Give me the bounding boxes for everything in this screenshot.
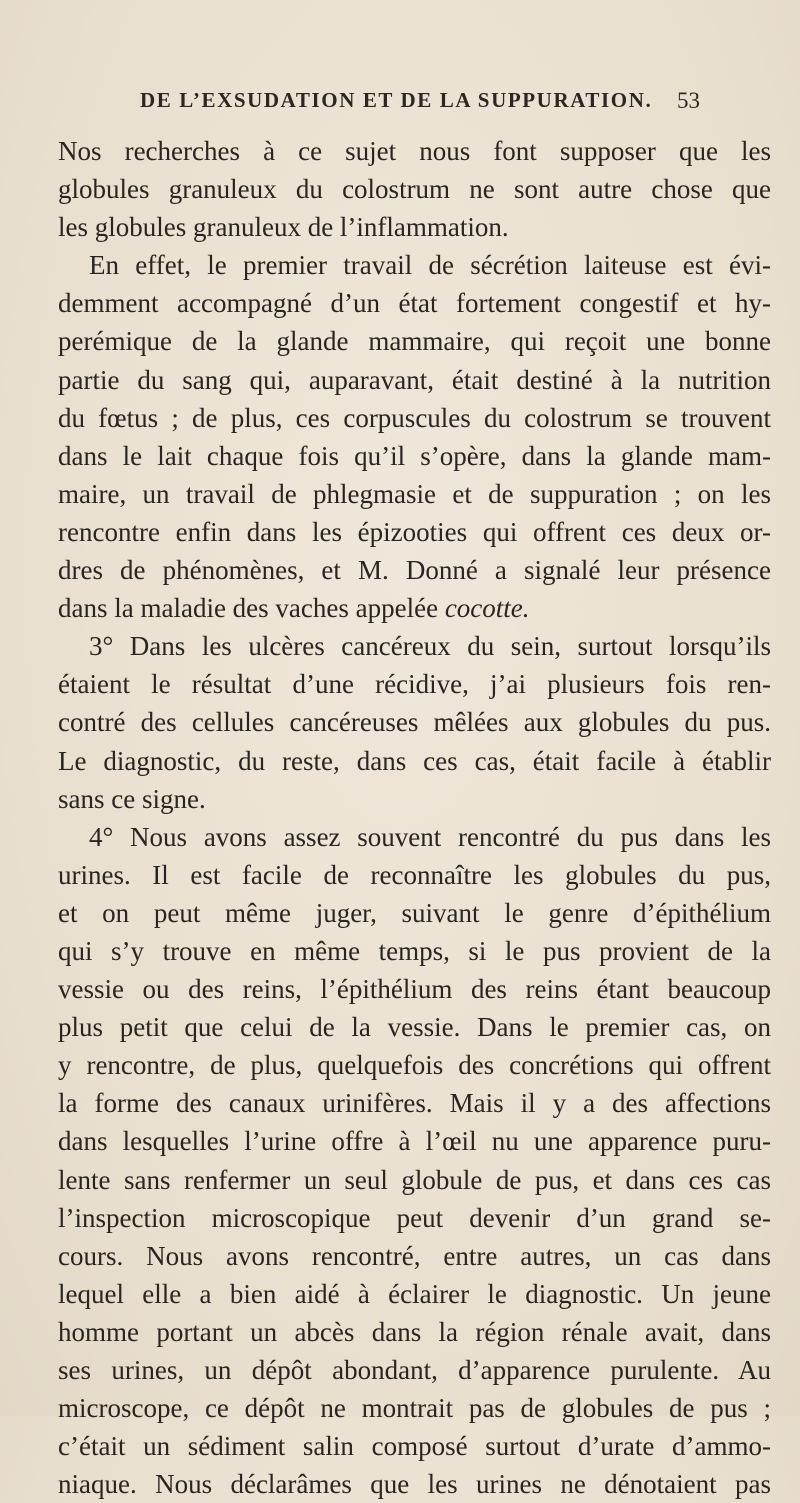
text-line: dres de phénomènes, et M. Donné a signalé leur présence xyxy=(58,555,771,586)
text-line: urines. Il est facile de reconnaître les globules du pus, xyxy=(58,859,771,890)
text-line: plus petit que celui de la vessie. Dans le premier cas, on xyxy=(58,1012,771,1043)
text-line: microscope, ce dépôt ne montrait pas de globules de pus ; xyxy=(58,1393,771,1424)
text-line: rencontre enfin dans les épizooties qui offrent ces deux or- xyxy=(58,516,771,547)
text-line: lequel elle a bien aidé à éclairer le diagnostic. Un jeune xyxy=(58,1278,771,1309)
text-line-with-italic xyxy=(58,589,771,627)
text-line: qui s’y trouve en même temps, si le pus provient de la xyxy=(58,935,771,966)
running-title: DE L’EXSUDATION ET DE LA SUPPURATION. xyxy=(140,88,653,112)
text-line: du fœtus ; de plus, ces corpuscules du colostrum se trouvent xyxy=(58,402,771,433)
text-line: contré des cellules cancéreuses mêlées aux globules du pus. xyxy=(58,707,771,738)
text-fragment: dans la maladie des vaches appelée xyxy=(58,593,445,624)
text-line: niaque. Nous déclarâmes que les urines ne dénotaient pas xyxy=(58,1469,771,1500)
italic-term: cocotte. xyxy=(444,593,530,624)
text-line: l’inspection microscopique peut devenir d’un grand se- xyxy=(58,1202,771,1233)
running-head xyxy=(140,88,700,122)
text-line: globules granuleux du colostrum ne sont autre chose que xyxy=(58,174,771,205)
text-line: étaient le résultat d’une récidive, j’ai plusieurs fois ren- xyxy=(58,669,771,700)
page-number: 53 xyxy=(677,88,700,113)
text-line: dans lesquelles l’urine offre à l’œil nu une apparence puru- xyxy=(58,1126,771,1157)
text-line: c’était un sédiment salin composé surtout d’urate d’ammo- xyxy=(58,1431,771,1462)
text-line: sans ce signe. xyxy=(58,783,206,814)
text-line: ses urines, un dépôt abondant, d’apparence purulente. Au xyxy=(58,1355,771,1385)
text-line: perémique de la glande mammaire, qui reçoit une bonne xyxy=(58,326,771,357)
text-line: homme portant un abcès dans la région rénale avait, dans xyxy=(58,1316,771,1347)
text-line: et on peut même juger, suivant le genre d’épithélium xyxy=(58,897,771,928)
body-text xyxy=(58,132,771,1503)
text-line: Le diagnostic, du reste, dans ces cas, était facile à établir xyxy=(58,745,771,776)
text-line: y rencontre, de plus, quelquefois des concrétions qui offrent xyxy=(58,1050,771,1081)
text-line: les globules granuleux de l’inflammation. xyxy=(58,212,509,243)
text-line: demment accompagné d’un état fortement congestif et hy- xyxy=(58,288,771,319)
text-line: la forme des canaux urinifères. Mais il y a des affections xyxy=(58,1088,771,1119)
text-line: lente sans renfermer un seul globule de pus, et dans ces cas xyxy=(58,1164,771,1195)
text-line: 3° Dans les ulcères cancéreux du sein, surtout lorsqu’ils xyxy=(89,631,771,662)
text-line: vessie ou des reins, l’épithélium des reins étant beaucoup xyxy=(58,974,771,1005)
text-line: cours. Nous avons rencontré, entre autres, un cas dans xyxy=(58,1240,771,1271)
text-line: partie du sang qui, auparavant, était destiné à la nutrition xyxy=(58,364,771,395)
text-line: maire, un travail de phlegmasie et de suppuration ; on les xyxy=(58,478,771,509)
text-line: dans le lait chaque fois qu’il s’opère, dans la glande mam- xyxy=(58,440,771,471)
text-line: 4° Nous avons assez souvent rencontré du pus dans les xyxy=(89,821,771,852)
text-line: Nos recherches à ce sujet nous font supposer que les xyxy=(58,136,771,166)
text-line: En effet, le premier travail de sécrétion laiteuse est évi- xyxy=(89,250,771,281)
